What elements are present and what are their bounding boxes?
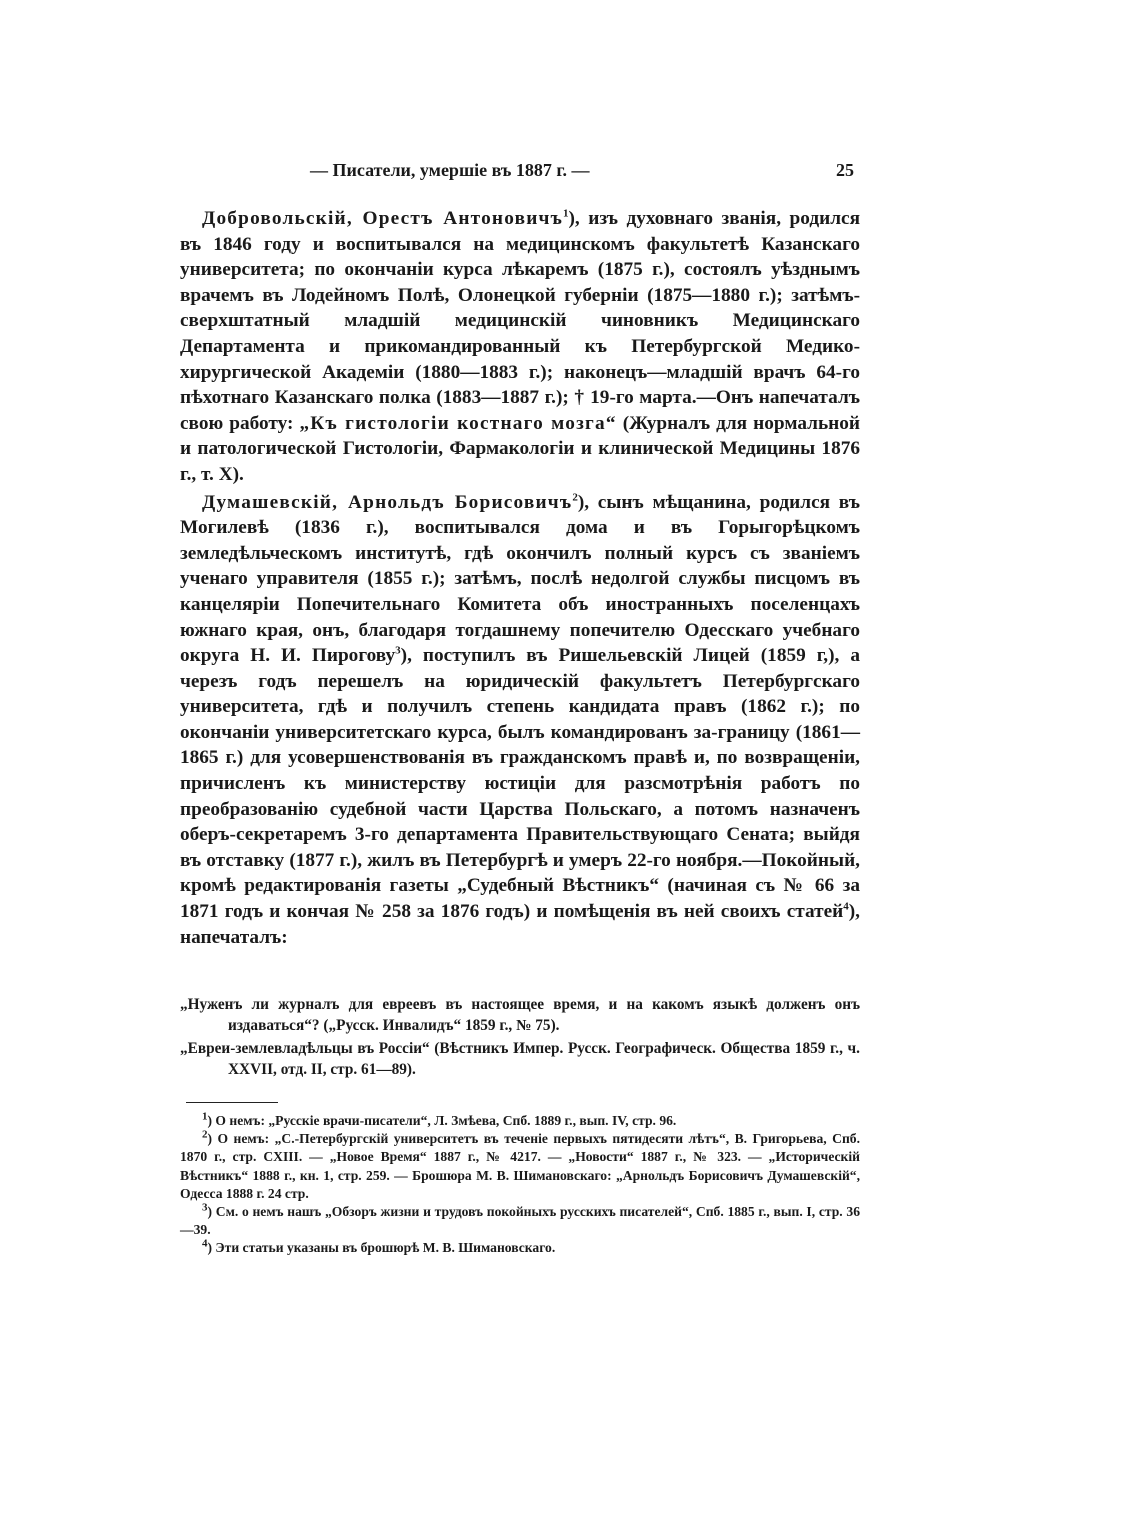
footnote-ref: 4 bbox=[843, 900, 849, 913]
footnote-text: ) О немъ: „С.-Петербургскій университетъ въ теченіе первыхъ пятидесяти лѣтъ“, В. Григорьева, Спб. 1870 г., стр. CXIII. — „Новое Время“ 1887 г., № 4217. — „Новости“ 1887 г., № 323. — „Историческій Вѣстникъ“ 1888 г., кн. 1, стр. 259. — Брошюра М. В. Шимановскаго: „Арнольдъ Борисовичъ Думашевскій“, Одесса 1888 г. 24 стр. bbox=[180, 1131, 860, 1201]
footnote-mark: 1 bbox=[202, 1110, 208, 1123]
footnote bbox=[180, 1203, 860, 1239]
bibliography-list bbox=[180, 994, 860, 1082]
running-header bbox=[180, 160, 860, 190]
entry-paragraph bbox=[180, 206, 860, 488]
footnote-text: ) Эти статьи указаны въ брошюрѣ М. В. Шимановскаго. bbox=[207, 1240, 556, 1256]
footnote bbox=[180, 1130, 860, 1203]
footnote-mark: 2 bbox=[202, 1128, 208, 1141]
entry-name: Добровольскій, Орестъ Антоновичъ bbox=[202, 208, 564, 229]
bibliography-item: „Евреи-землевладѣльцы въ Россіи“ (Вѣстникъ Импер. Русск. Географическ. Общества 1859 г., ч. XXVII, отд. II, стр. 61—89). bbox=[180, 1040, 860, 1078]
entry-text: ), сынъ мѣщанина, родился въ Могилевѣ (1836 г.), воспитывался дома и въ Горыгорѣцкомъ земледѣльческомъ институтѣ, гдѣ окончилъ полный курсъ съ званіемъ ученаго управителя (1855 г.); затѣмъ, послѣ недолгой службы писцомъ въ канцеляріи Попечительнаго Комитета объ иностранныхъ поселенцахъ южнаго края, онъ, благодаря тогдашнему попечителю Одесскаго учебнаго округа Н. И. Пирогову bbox=[180, 491, 860, 667]
entry-text: ), напечаталъ: bbox=[180, 901, 860, 948]
entry-text: (Журналъ для нормальной и патологической Гистологіи, Фармакологіи и клинической Медицины 1876 г., т. X). bbox=[180, 412, 861, 485]
entry-text: ), изъ духовнаго званія, родился въ 1846 году и воспитывался на медицинскомъ факультетѣ Казанскаго университета; по окончаніи курса лѣкаремъ (1875 г.), состоялъ уѣзднымъ врачемъ въ Лодейномъ Полѣ, Олонецкой губерніи (1875—1880 г.); затѣмъ-сверхштатный младшій медицинскій чиновникъ Медицинскаго Департамента и прикомандированный къ Петербургской Медико-хирургической Академіи (1880—1883 г.); наконецъ—младшій врачъ 64-го пѣхотнаго Казанскаго полка (1883—1887 г.); † 19-го марта.—Онъ напечаталъ свою работу: bbox=[180, 208, 860, 434]
entry-paragraph bbox=[180, 490, 860, 951]
footnote-text: ) См. о немъ нашъ „Обзоръ жизни и трудовъ покойныхъ русскихъ писателей“, Спб. 1885 г., вып. I, стр. 36—39. bbox=[180, 1204, 860, 1238]
footnote-divider bbox=[186, 1102, 278, 1103]
entry-name: Думашевскій, Арнольдъ Борисовичъ bbox=[202, 491, 573, 513]
work-title: „Къ гистологіи костнаго мозга“ bbox=[299, 412, 617, 434]
running-title: — Писатели, умершіе въ 1887 г. — bbox=[310, 160, 590, 180]
footnote-mark: 3 bbox=[202, 1201, 208, 1214]
footnote bbox=[180, 1239, 860, 1257]
footnotes bbox=[180, 1112, 860, 1258]
entry-text: ), поступилъ въ Ришельевскій Лицей (1859 г,), а черезъ годъ перешелъ на юридическій факультетъ Петербургскаго университета, гдѣ и получилъ степень кандидата правъ (1862 г.); по окончаніи университетскаго курса, былъ командированъ за-границу (1861—1865 г.) для усовершенствованія въ гражданскомъ правѣ и, по возвращеніи, причисленъ къ министерству юстиціи для разсмотрѣнія работъ по преобразованію судебной части Царства Польскаго, а потомъ назначенъ оберъ-секретаремъ 3-го департамента Правительствующаго Сената; выйдя въ отставку (1877 г.), жилъ въ Петербургѣ и умеръ 22-го ноября.—Покойный, кромѣ редактированія газеты „Судебный Вѣстникъ“ (начиная съ № 66 за 1871 годъ и кончая № 258 за 1876 годъ) и помѣщенія въ ней своихъ статей bbox=[180, 645, 860, 923]
footnote-ref: 1 bbox=[563, 207, 569, 220]
footnote bbox=[180, 1112, 860, 1130]
footnote-text: ) О немъ: „Русскіе врачи-писатели“, Л. Змѣева, Спб. 1889 г., вып. IV, стр. 96. bbox=[207, 1113, 677, 1128]
footnote-mark: 4 bbox=[202, 1237, 208, 1250]
footnote-ref: 3 bbox=[395, 644, 401, 657]
footnote-ref: 2 bbox=[572, 491, 578, 504]
main-text bbox=[180, 206, 860, 952]
page-number: 25 bbox=[836, 160, 854, 180]
bibliography-item: „Нуженъ ли журналъ для евреевъ въ настоящее время, и на какомъ языкѣ долженъ онъ издаваться“? („Русск. Инвалидъ“ 1859 г., № 75). bbox=[180, 996, 860, 1034]
